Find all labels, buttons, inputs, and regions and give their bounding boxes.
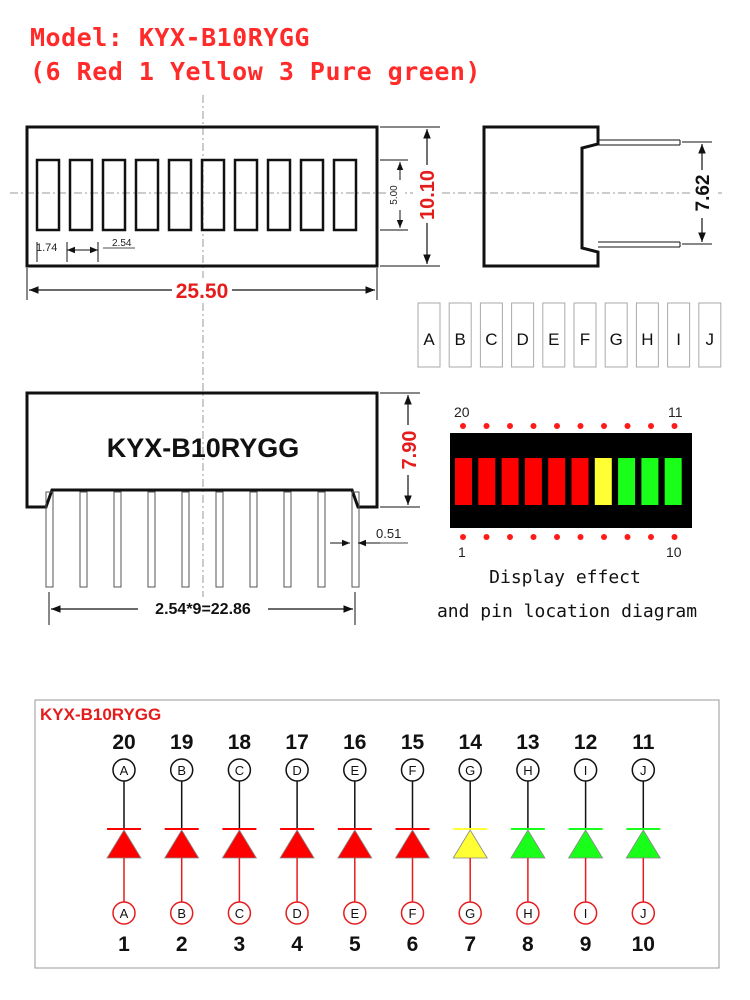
display-segment-red: [525, 458, 542, 505]
display-segment-yellow: [595, 458, 612, 505]
anode-letter: E: [350, 763, 360, 778]
cathode-letter: F: [408, 906, 417, 921]
pin-dot: [484, 534, 490, 540]
cathode-letter: I: [583, 906, 588, 921]
segment-letter: H: [641, 330, 654, 349]
model-title: Model: KYX-B10RYGG: [30, 23, 310, 52]
front-pin: [80, 492, 87, 587]
pin-dot: [460, 423, 466, 429]
pin-dot: [554, 534, 560, 540]
circuit-frame: [35, 700, 719, 968]
top-pin-number: 13: [516, 731, 540, 754]
segment-letter: A: [423, 330, 435, 349]
bottom-pin-number: 3: [233, 933, 246, 956]
pin-dot: [625, 423, 631, 429]
bottom-pin-number: 6: [406, 933, 419, 956]
top-pin-number: 12: [573, 731, 598, 754]
segment-outline: [268, 160, 290, 230]
pin-dot: [648, 534, 654, 540]
pin-label-10: 10: [666, 544, 682, 560]
segment-letter: B: [454, 330, 466, 349]
anode-letter: J: [640, 763, 647, 778]
led-green: [626, 830, 660, 858]
top-pin-number: 18: [227, 731, 252, 754]
anode-letter: F: [408, 763, 417, 778]
top-pin-number: 17: [285, 731, 309, 754]
display-segment-green: [641, 458, 658, 505]
pin-label-11: 11: [668, 404, 683, 420]
top-pin-number: 15: [400, 731, 425, 754]
front-pin: [148, 492, 155, 587]
display-segment-green: [618, 458, 635, 505]
display-caption-1: Display effect: [489, 567, 641, 588]
pin-dot: [531, 534, 537, 540]
led-red: [396, 830, 430, 858]
top-view-segments: [37, 160, 356, 230]
pin-dot: [578, 423, 584, 429]
segment-letter-row: [418, 303, 721, 367]
bottom-pin-number: 10: [631, 933, 655, 956]
front-pin: [250, 492, 257, 587]
front-view-label: KYX-B10RYGG: [106, 433, 300, 463]
bottom-pin-number: 7: [464, 933, 477, 956]
display-segment-red: [548, 458, 565, 505]
led-red: [280, 830, 314, 858]
segment-letter: I: [676, 330, 681, 349]
display-caption-2: and pin location diagram: [436, 601, 698, 622]
pin-label-1: 1: [458, 544, 466, 560]
front-pin: [284, 492, 291, 587]
pin-dot: [601, 534, 607, 540]
bottom-pin-number: 1: [118, 933, 130, 956]
led-red: [222, 830, 256, 858]
bottom-pin-number: 2: [175, 933, 188, 956]
pin-dot: [625, 534, 631, 540]
top-pin-number: 19: [170, 731, 194, 754]
segment-letter: D: [516, 330, 529, 349]
front-pin: [114, 492, 121, 587]
anode-letter: B: [177, 763, 187, 778]
segment-letter: J: [705, 330, 715, 349]
segment-outline: [235, 160, 257, 230]
cathode-letter: J: [640, 906, 647, 921]
anode-letter: I: [583, 763, 588, 778]
segment-outline: [301, 160, 323, 230]
segment-outline: [202, 160, 224, 230]
pin-row-spacing-label: 7.62: [693, 174, 714, 212]
led-yellow: [453, 830, 487, 858]
pin-dot: [578, 534, 584, 540]
led-red: [165, 830, 199, 858]
cathode-letter: D: [292, 906, 302, 921]
display-segment-green: [665, 458, 682, 505]
led-red: [107, 830, 141, 858]
anode-letter: A: [119, 763, 129, 778]
segment-letter: E: [548, 330, 560, 349]
top-pin-number: 11: [632, 731, 655, 754]
led-green: [511, 830, 545, 858]
pin-dot: [507, 423, 513, 429]
display-segment-red: [572, 458, 589, 505]
anode-letter: H: [523, 763, 533, 778]
bottom-pin-number: 5: [348, 933, 361, 956]
display-segment-red: [455, 458, 472, 505]
circuit-diagram: [107, 731, 660, 956]
anode-letter: D: [292, 763, 302, 778]
pin-label-20: 20: [454, 404, 470, 420]
pin-dot: [531, 423, 537, 429]
segment-letter: G: [609, 330, 623, 349]
side-view-body: [484, 127, 598, 266]
width-label: 25.50: [175, 280, 229, 303]
display-segment-red: [502, 458, 519, 505]
pin-dot: [672, 423, 678, 429]
cathode-letter: A: [119, 906, 129, 921]
pin-dot: [507, 534, 513, 540]
segment-height-label: 5.00: [389, 185, 400, 205]
bottom-pin-number: 8: [522, 933, 534, 956]
top-pin-number: 20: [112, 731, 136, 754]
pin-width-label: 0.51: [376, 526, 402, 541]
top-pin-number: 14: [458, 731, 482, 754]
bottom-pin-number: 9: [579, 933, 592, 956]
segment-width-label: 1.74: [36, 242, 58, 254]
segment-outline: [334, 160, 356, 230]
pin-dot: [484, 423, 490, 429]
front-pin: [216, 492, 223, 587]
pin-dot: [554, 423, 560, 429]
led-red: [338, 830, 372, 858]
segment-outline: [103, 160, 125, 230]
display-segment-red: [478, 458, 495, 505]
segment-outline: [70, 160, 92, 230]
cathode-letter: C: [234, 906, 245, 921]
front-pin: [318, 492, 325, 587]
segment-outline: [136, 160, 158, 230]
front-pin: [182, 492, 189, 587]
segment-letter: C: [485, 330, 498, 349]
top-pin-number: 16: [343, 731, 367, 754]
segment-outline: [169, 160, 191, 230]
anode-letter: G: [465, 763, 476, 778]
anode-letter: C: [234, 763, 245, 778]
body-height-label: 7.90: [399, 430, 421, 470]
color-subtitle: (6 Red 1 Yellow 3 Pure green): [30, 57, 481, 86]
pin-span-label: 2.54*9=22.86: [155, 601, 251, 618]
segment-letter: F: [579, 330, 591, 349]
pin-dot: [672, 534, 678, 540]
bottom-pin-number: 4: [291, 933, 303, 956]
pin-dot: [601, 423, 607, 429]
pin-dot: [648, 423, 654, 429]
cathode-letter: H: [523, 906, 533, 921]
cathode-letter: E: [350, 906, 360, 921]
pin-dot: [460, 534, 466, 540]
cathode-letter: B: [177, 906, 187, 921]
circuit-title: KYX-B10RYGG: [40, 705, 162, 724]
segment-pitch-label: 2.54: [112, 238, 132, 249]
height-label: 10.10: [417, 169, 439, 221]
cathode-letter: G: [465, 906, 476, 921]
segment-outline: [37, 160, 59, 230]
led-green: [569, 830, 603, 858]
